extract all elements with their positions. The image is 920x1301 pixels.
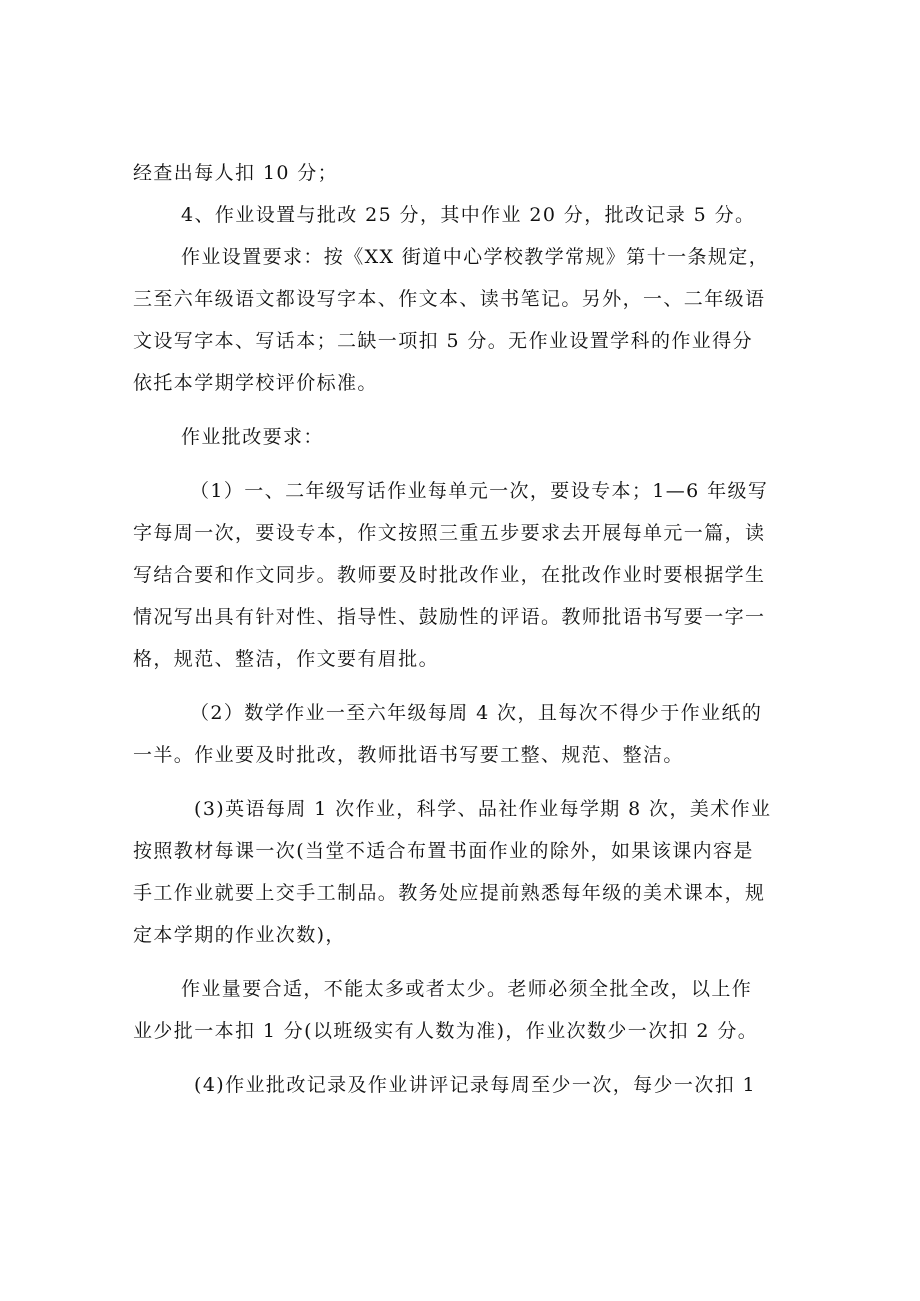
text-line: 一半。作业要及时批改，教师批语书写要工整、规范、整洁。 xyxy=(133,744,684,766)
text-line: 经查出每人扣 10 分； xyxy=(133,162,339,184)
text-line: 写结合要和作文同步。教师要及时批改作业，在批改作业时要根据学生 xyxy=(133,564,766,586)
text-line: 业少批一本扣 1 分(以班级实有人数为准)，作业次数少一次扣 2 分。 xyxy=(133,1020,759,1042)
text-line: 手工作业就要上交手工制品。教务处应提前熟悉每年级的美术课本，规 xyxy=(133,882,766,904)
subheading: 作业批改要求： xyxy=(181,426,324,448)
paragraph-gap xyxy=(133,404,793,416)
paragraph-gap xyxy=(133,458,793,470)
text-line: 情况写出具有针对性、指导性、鼓励性的评语。教师批语书写要一字一 xyxy=(133,606,766,628)
text-line: 定本学期的作业次数)， xyxy=(133,924,346,946)
list-item-3: (3)英语每周 1 次作业，科学、品社作业每学期 8 次，美术作业 xyxy=(194,798,772,820)
paragraph-gap xyxy=(133,1052,793,1064)
text-line: 格，规范、整洁，作文要有眉批。 xyxy=(133,648,440,670)
paragraph-gap xyxy=(133,680,793,692)
list-item-4: (4)作业批改记录及作业讲评记录每周至少一次，每少一次扣 1 xyxy=(194,1074,757,1096)
text-line: 作业设置要求：按《XX 街道中心学校教学常规》第十一条规定， xyxy=(181,246,770,268)
text-line: 三至六年级语文都设写字本、作文本、读书笔记。另外，一、二年级语 xyxy=(133,288,766,310)
text-line: 文设写字本、写话本；二缺一项扣 5 分。无作业设置学科的作业得分 xyxy=(133,330,753,352)
text-line: 依托本学期学校评价标准。 xyxy=(133,372,378,394)
paragraph-gap xyxy=(133,776,793,788)
paragraph-gap xyxy=(133,956,793,968)
document-body xyxy=(133,152,793,1106)
list-item-2: （2）数学作业一至六年级每周 4 次，且每次不得少于作业纸的 xyxy=(190,702,763,724)
section-heading: 4、作业设置与批改 25 分，其中作业 20 分，批改记录 5 分。 xyxy=(181,204,756,226)
text-line: 作业量要合适，不能太多或者太少。老师必须全批全改，以上作 xyxy=(181,978,753,1000)
list-item-1: （1）一、二年级写话作业每单元一次，要设专本；1—6 年级写 xyxy=(190,480,769,502)
text-line: 按照教材每课一次(当堂不适合布置书面作业的除外，如果该课内容是 xyxy=(133,840,754,862)
text-line: 字每周一次，要设专本，作文按照三重五步要求去开展每单元一篇，读 xyxy=(133,522,766,544)
